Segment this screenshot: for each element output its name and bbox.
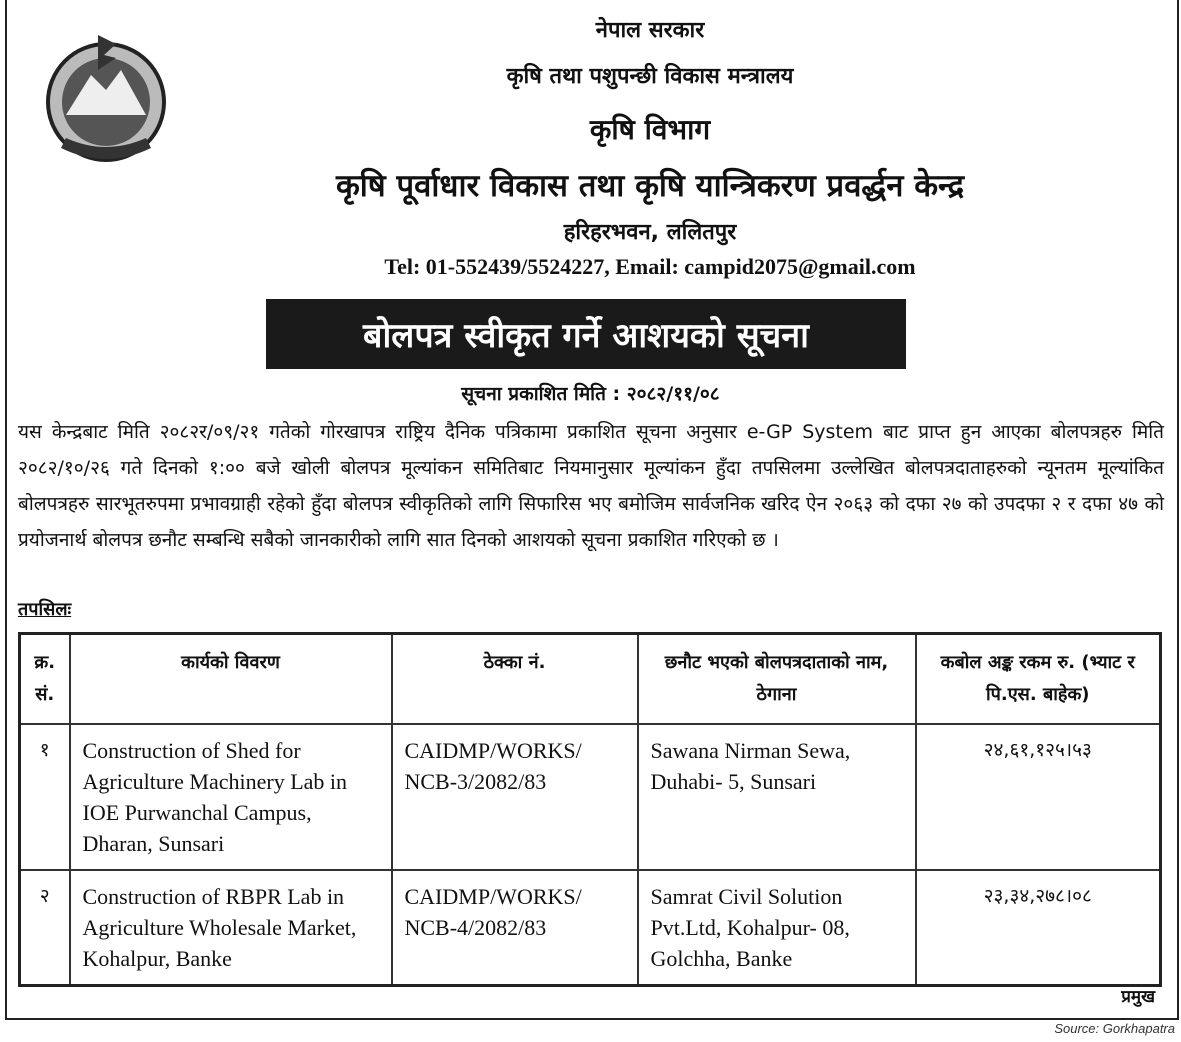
header-bidder: छनौट भएको बोलपत्रदाताको नाम, ठेगाना <box>638 634 916 725</box>
department-name: कृषि विभाग <box>589 113 711 146</box>
schedule-label: तपसिलः <box>18 599 72 620</box>
notice-title: बोलपत्र स्वीकृत गर्ने आशयको सूचना <box>266 299 906 369</box>
publish-date: सूचना प्रकाशित मिति : २०८२/११/०८ <box>461 383 720 405</box>
table-row <box>20 870 1161 986</box>
cell-amount: २३,३४,२७८।०८ <box>916 870 1161 986</box>
header-amount: कबोल अङ्क रकम रु. (भ्याट र पि.एस. बाहेक) <box>916 634 1161 725</box>
cell-description: Construction of RBPR Lab in Agriculture Wholesale Market, Kohalpur, Banke <box>70 870 392 986</box>
contact-info: Tel: 01-552439/5524227, Email: campid2075@gmail.com <box>384 254 916 279</box>
office-address: हरिहरभवन, ललितपुर <box>563 220 737 245</box>
ministry-name: कृषि तथा पशुपन्छी विकास मन्त्रालय <box>506 64 794 89</box>
table-row <box>20 724 1161 870</box>
government-name: नेपाल सरकार <box>595 18 705 43</box>
cell-serial: २ <box>20 870 70 986</box>
header-serial: क्र. सं. <box>20 634 70 725</box>
cell-amount: २४,६१,१२५।५३ <box>916 724 1161 870</box>
cell-bidder: Sawana Nirman Sewa, Duhabi- 5, Sunsari <box>638 724 916 870</box>
source-credit: Source: Gorkhapatra <box>1054 1021 1175 1036</box>
cell-bidder: Samrat Civil Solution Pvt.Ltd, Kohalpur- 08, Golchha, Banke <box>638 870 916 986</box>
header-description: कार्यको विवरण <box>70 634 392 725</box>
table-header-row <box>20 634 1161 725</box>
bid-table <box>18 632 1162 987</box>
government-emblem-icon <box>36 30 176 170</box>
office-name: कृषि पूर्वाधार विकास तथा कृषि यान्त्रिकरण प्रवर्द्धन केन्द्र <box>335 168 965 204</box>
cell-serial: १ <box>20 724 70 870</box>
cell-contract-no: CAIDMP/WORKS/ NCB-3/2082/83 <box>392 724 638 870</box>
signature-title: प्रमुख <box>1121 987 1155 1007</box>
cell-contract-no: CAIDMP/WORKS/ NCB-4/2082/83 <box>392 870 638 986</box>
cell-description: Construction of Shed for Agriculture Machinery Lab in IOE Purwanchal Campus, Dharan, Sunsari <box>70 724 392 870</box>
notice-body: यस केन्द्रबाट मिति २०८२र/०९/२१ गतेको गोरखापत्र राष्ट्रिय दैनिक पत्रिकामा प्रकाशित सूचना अनुसार e-GP System बाट प्राप्त हुन आएका बोलपत्रहरु मिति २०८२/१०/२६ गते दिनको १:०० बजे खोली बोलपत्र मूल्यांकन समितिबाट नियमानुसार मूल्यांकन हुँदा तपसिलमा उल्लेखित बोलपत्रदाताहरुको न्यूनतम मूल्यांकित बोलपत्रहरु सारभूतरुपमा प्रभावग्राही रहेको हुँदा बोलपत्र स्वीकृतिको लागि सिफारिस भए बमोजिम सार्वजनिक खरिद ऐन २०६३ को दफा २७ को उपदफा २ र दफा ४७ को प्रयोजनार्थ बोलपत्र छनौट सम्बन्धि सबैको जानकारीको लागि सात दिनको आशयको सूचना प्रकाशित गरिएको छ । <box>18 421 1164 551</box>
header-contract-no: ठेक्का नं. <box>392 634 638 725</box>
